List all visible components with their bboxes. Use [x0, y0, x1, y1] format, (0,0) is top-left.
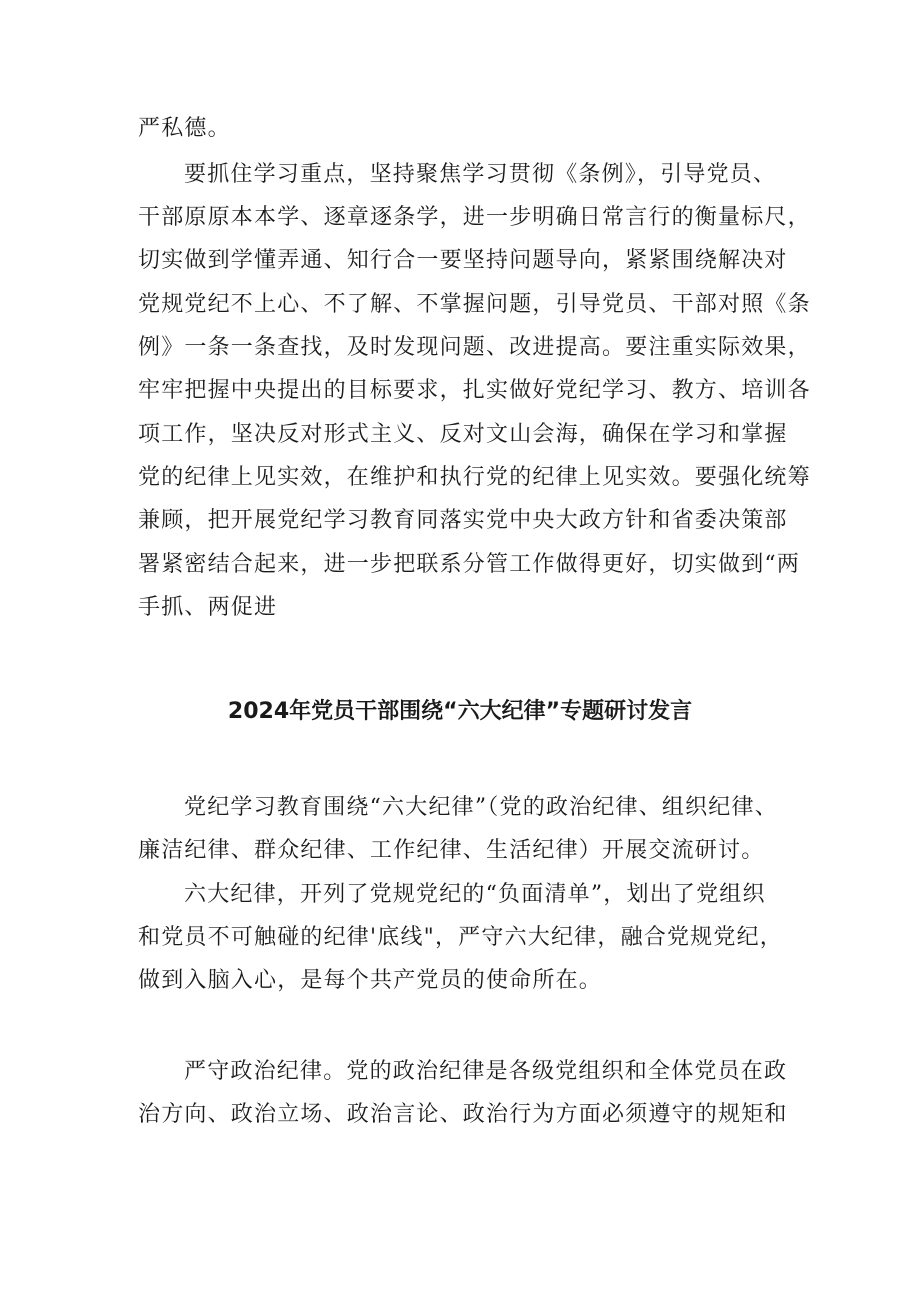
paragraph-line: 署紧密结合起来，进一步把联系分管工作做得更好，切实做到“两: [138, 552, 801, 577]
paragraph-line: 严私德。: [138, 116, 231, 141]
paragraph-line: 要抓住学习重点，坚持聚焦学习贯彻《条例》，引导党员、: [184, 162, 777, 187]
paragraph-line: 手抓、两促进: [138, 595, 278, 620]
page-title: 2024年党员干部围绕“六大纪律”专题研讨发言: [227, 699, 693, 724]
paragraph-line: 治方向、政治立场、政治言论、政治行为方面必须遵守的规矩和: [138, 1102, 788, 1127]
paragraph-line: 党的纪律上见实效，在维护和执行党的纪律上见实效。要强化统筹: [138, 465, 811, 490]
paragraph-line: 和党员不可触碰的纪律'底线"，严守六大纪律，融合党规党纪，: [138, 925, 783, 950]
paragraph-line: 做到入脑入心，是每个共产党员的使命所在。: [138, 968, 603, 993]
paragraph-line: 项工作，坚决反对形式主义、反对文山会海，确保在学习和掌握: [138, 422, 788, 447]
paragraph-line: 牢牢把握中央提出的目标要求，扎实做好党纪学习、教方、培训各: [138, 378, 811, 403]
paragraph-line: 六大纪律，开列了党规党纪的“负面清单”，划出了党组织: [184, 882, 766, 907]
paragraph-line: 党纪学习教育围绕“六大纪律”（党的政治纪律、组织纪律、: [184, 795, 778, 820]
paragraph-line: 严守政治纪律。党的政治纪律是各级党组织和全体党员在政: [184, 1059, 788, 1084]
paragraph-line: 廉洁纪律、群众纪律、工作纪律、生活纪律）开展交流研讨。: [138, 838, 765, 863]
paragraph-line: 例》一条一条查找，及时发现问题、改进提高。要注重实际效果，: [138, 335, 811, 360]
paragraph-line: 干部原原本本学、逐章逐条学，进一步明确日常言行的衡量标尺，: [138, 205, 811, 230]
paragraph-line: 切实做到学懂弄通、知行合一要坚持问题导向，紧紧围绕解决对: [138, 248, 788, 273]
paragraph-line: 兼顾，把开展党纪学习教育同落实党中央大政方针和省委决策部: [138, 508, 788, 533]
paragraph-line: 党规党纪不上心、不了解、不掌握问题，引导党员、干部对照《条: [138, 292, 811, 317]
